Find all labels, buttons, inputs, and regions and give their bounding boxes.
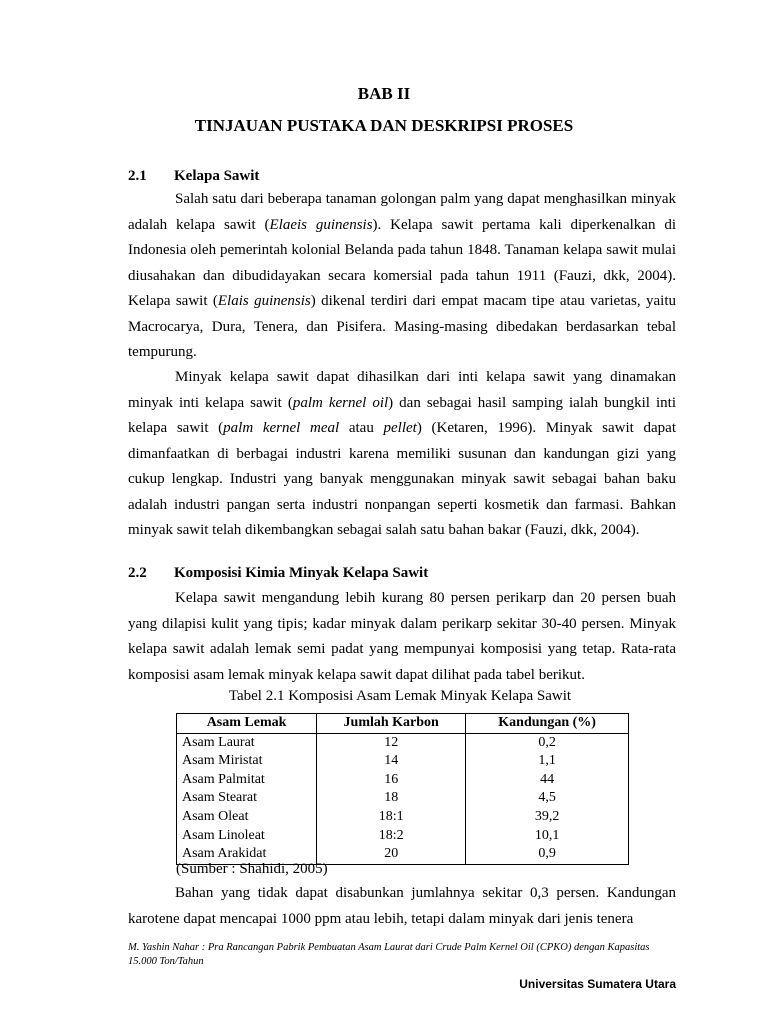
section-number: 2.1 — [128, 168, 147, 184]
paragraph-komposisi: Kelapa sawit mengandung lebih kurang 80 persen perikarp dan 20 persen buah yang dilapisi kulit yang tipis; kadar minyak dalam perikarp sekitar 30-40 persen. Minyak kelapa sawit adalah lemak semi padat yang mempunyai komposisi yang tetap. Rata-rata komposisi asam lemak minyak kelapa sawit dapat dilihat pada tabel berikut. — [128, 590, 676, 683]
fatty-acid-table — [176, 713, 629, 865]
paragraph-bahan: Bahan yang tidak dapat disabunkan jumlahnya sekitar 0,3 persen. Kandungan karotene dapat mencapai 1000 ppm atau lebih, tetapi dalam minyak dari jenis tenera — [128, 885, 676, 927]
footnote: M. Yashin Nahar : Pra Rancangan Pabrik Pembuatan Asam Laurat dari Crude Palm Kernel Oil (CPKO) dengan Kapasitas 15.000 Ton/Tahun — [128, 942, 650, 967]
section-heading-2-1 — [128, 168, 259, 185]
section-heading-2-2 — [128, 565, 428, 582]
table-row: Asam Arakidat 20 0,9 — [177, 845, 629, 864]
table-row: Asam Oleat 18:1 39,2 — [177, 808, 629, 827]
table-row: Asam Miristat 14 1,1 — [177, 752, 629, 771]
chapter-title: TINJAUAN PUSTAKA DAN DESKRIPSI PROSES — [194, 116, 574, 135]
table-row: Asam Palmitat 16 44 — [177, 771, 629, 790]
university-watermark: Universitas Sumatera Utara — [519, 977, 676, 991]
table-row: Asam Laurat 12 0,2 — [177, 733, 629, 752]
section-title: Kelapa Sawit — [174, 168, 260, 184]
paragraph-kelapa-sawit-2: Minyak kelapa sawit dapat dihasilkan dari inti kelapa sawit yang dinamakan minyak inti kelapa sawit (palm kernel oil) dan sebagai hasil samping ialah bungkil inti kelapa sawit (palm kernel meal atau pellet) (Ketaren, 1996). Minyak sawit dapat dimanfaatkan di berbagai industri karena memiliki susunan dan kandungan gizi yang cukup lengkap. Industri yang banyak menggunakan minyak sawit sebagai bahan baku adalah industri pangan serta industri nonpangan seperti kosmetik dan farmasi. Bahkan minyak sawit telah dikembangkan sebagai salah satu bahan bakar (Fauzi, dkk, 2004). — [128, 369, 677, 538]
table-row: Asam Linoleat 18:2 10,1 — [177, 827, 629, 846]
section-title: Komposisi Kimia Minyak Kelapa Sawit — [174, 565, 429, 581]
header-jumlah-karbon: Jumlah Karbon — [317, 714, 466, 734]
table-header-row — [177, 714, 629, 734]
table-row: Asam Stearat 18 4,5 — [177, 789, 629, 808]
table-source: (Sumber : Shahidi, 2005) — [176, 861, 328, 877]
paragraph-kelapa-sawit-1: Salah satu dari beberapa tanaman golongan palm yang dapat menghasilkan minyak adalah kelapa sawit (Elaeis guinensis). Kelapa sawit pertama kali diperkenalkan di Indonesia oleh pemerintah kolonial Belanda pada tahun 1848. Tanaman kelapa sawit mulai diusahakan dan dibudidayakan secara komersial pada tahun 1911 (Fauzi, dkk, 2004). Kelapa sawit (Elais guinensis) dikenal terdiri dari empat macam tipe atau varietas, yaitu Macrocarya, Dura, Tenera, dan Pisifera. Masing-masing dibedakan berdasarkan tebal tempurung. — [128, 191, 676, 360]
section-number: 2.2 — [128, 565, 147, 581]
table-caption: Tabel 2.1 Komposisi Asam Lemak Minyak Kelapa Sawit — [228, 688, 572, 704]
header-asam-lemak: Asam Lemak — [177, 714, 317, 734]
chapter-label: BAB II — [357, 84, 411, 103]
header-kandungan: Kandungan (%) — [466, 714, 629, 734]
